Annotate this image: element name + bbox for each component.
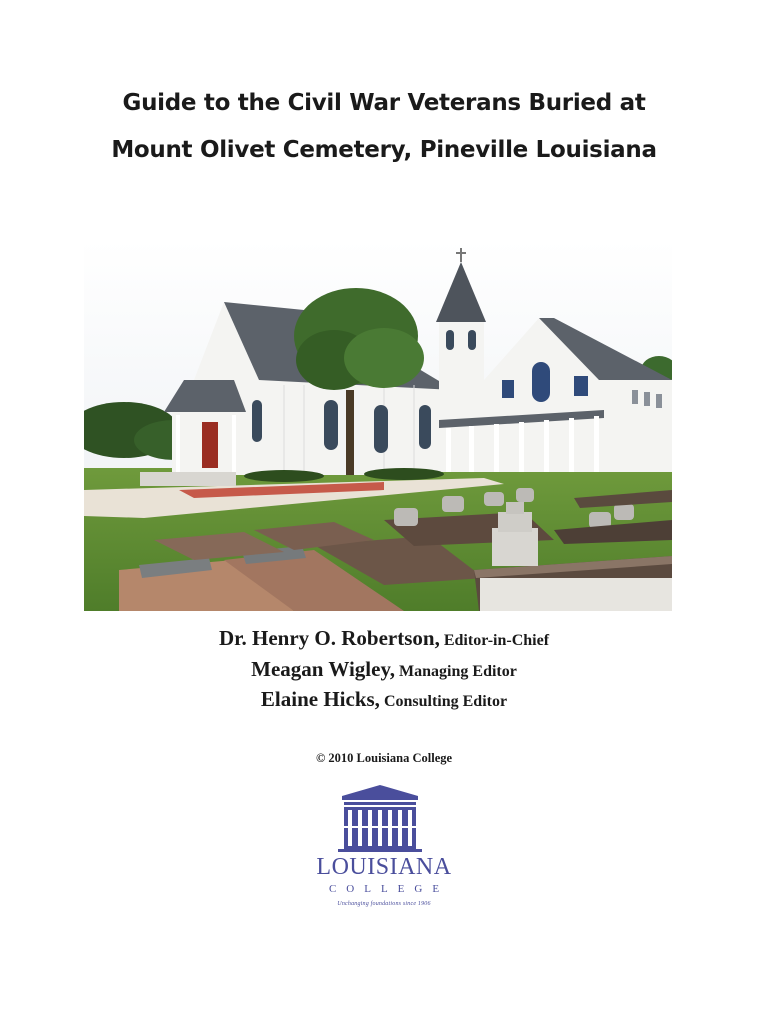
editor-name: Dr. Henry O. Robertson, <box>218 626 440 650</box>
title-line-1: Guide to the Civil War Veterans Buried at <box>122 90 646 116</box>
logo-tagline: Unchanging foundations since 1906 <box>337 901 431 907</box>
editor-role: Managing Editor <box>399 663 517 680</box>
editor-role: Consulting Editor <box>383 693 508 710</box>
logo-wordmark: LOUISIANA <box>316 854 452 880</box>
church-cemetery-photo <box>84 240 672 611</box>
copyright-notice: © 2010 Louisiana College <box>315 751 453 765</box>
title-line-2: Mount Olivet Cemetery, Pineville Louisiana <box>111 137 657 163</box>
editor-name: Meagan Wigley, <box>251 657 396 681</box>
editor-name: Elaine Hicks, <box>260 687 380 711</box>
college-building-icon <box>300 782 460 917</box>
editor-line-1 <box>0 626 768 651</box>
logo-subword: COLLEGE <box>328 883 450 895</box>
editor-line-3 <box>0 687 768 712</box>
editor-role: Editor-in-Chief <box>443 632 550 649</box>
editor-line-2 <box>0 657 768 682</box>
